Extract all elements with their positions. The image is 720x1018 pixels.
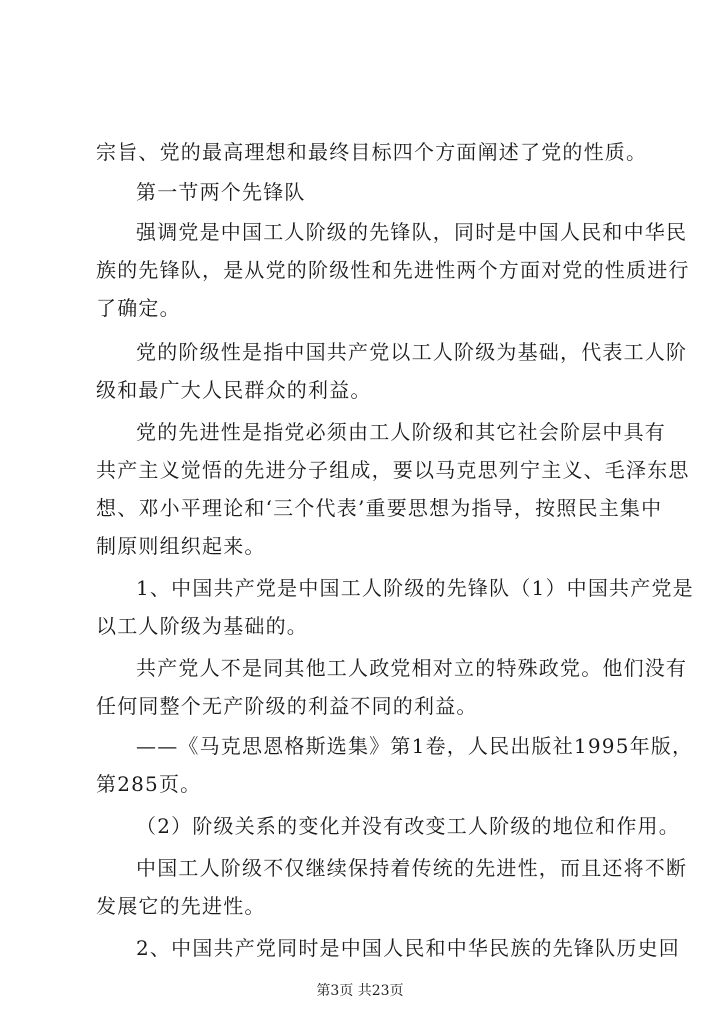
paragraph-line: 党的阶级性是指中国共产党以工人阶级为基础，代表工人阶	[136, 340, 688, 364]
paragraph-line: 宗旨、党的最高理想和最终目标四个方面阐述了党的性质。	[96, 140, 648, 164]
paragraph-line: 制原则组织起来。	[96, 534, 266, 558]
paragraph-line: 级和最广大人民群众的利益。	[96, 378, 372, 402]
quote-line: 任何同整个无产阶级的利益不同的利益。	[96, 694, 478, 718]
paragraph-line: 2、中国共产党同时是中国人民和中华民族的先锋队历史回	[136, 936, 680, 960]
page-number-footer: 第3页 共23页	[316, 983, 404, 999]
paragraph-line: 了确定。	[96, 296, 181, 320]
paragraph-line: 想、邓小平理论和‘三个代表’重要思想为指导，按照民主集中	[96, 496, 663, 520]
section-heading: 第一节两个先锋队	[136, 180, 306, 204]
paragraph-line: 发展它的先进性。	[96, 894, 266, 918]
paragraph-line: 族的先锋队，是从党的阶级性和先进性两个方面对党的性质进行	[96, 258, 690, 282]
quote-line: 共产党人不是同其他工人政党相对立的特殊政党。他们没有	[136, 656, 688, 680]
paragraph-line: 强调党是中国工人阶级的先锋队，同时是中国人民和中华民	[136, 220, 688, 244]
citation-line: 第285页。	[96, 772, 202, 796]
paragraph-line: 中国工人阶级不仅继续保持着传统的先进性，而且还将不断	[136, 856, 688, 880]
paragraph-line: 党的先进性是指党必须由工人阶级和其它社会阶层中具有	[136, 420, 666, 444]
paragraph-line: （2）阶级关系的变化并没有改变工人阶级的地位和作用。	[136, 814, 680, 838]
paragraph-line: 以工人阶级为基础的。	[96, 614, 308, 638]
citation-line: ——《马克思恩格斯选集》第1卷，人民出版社1995年版，	[136, 734, 694, 758]
paragraph-line: 1、中国共产党是中国工人阶级的先锋队（1）中国共产党是	[136, 576, 694, 600]
paragraph-line: 共产主义觉悟的先进分子组成，要以马克思列宁主义、毛泽东思	[96, 458, 690, 482]
